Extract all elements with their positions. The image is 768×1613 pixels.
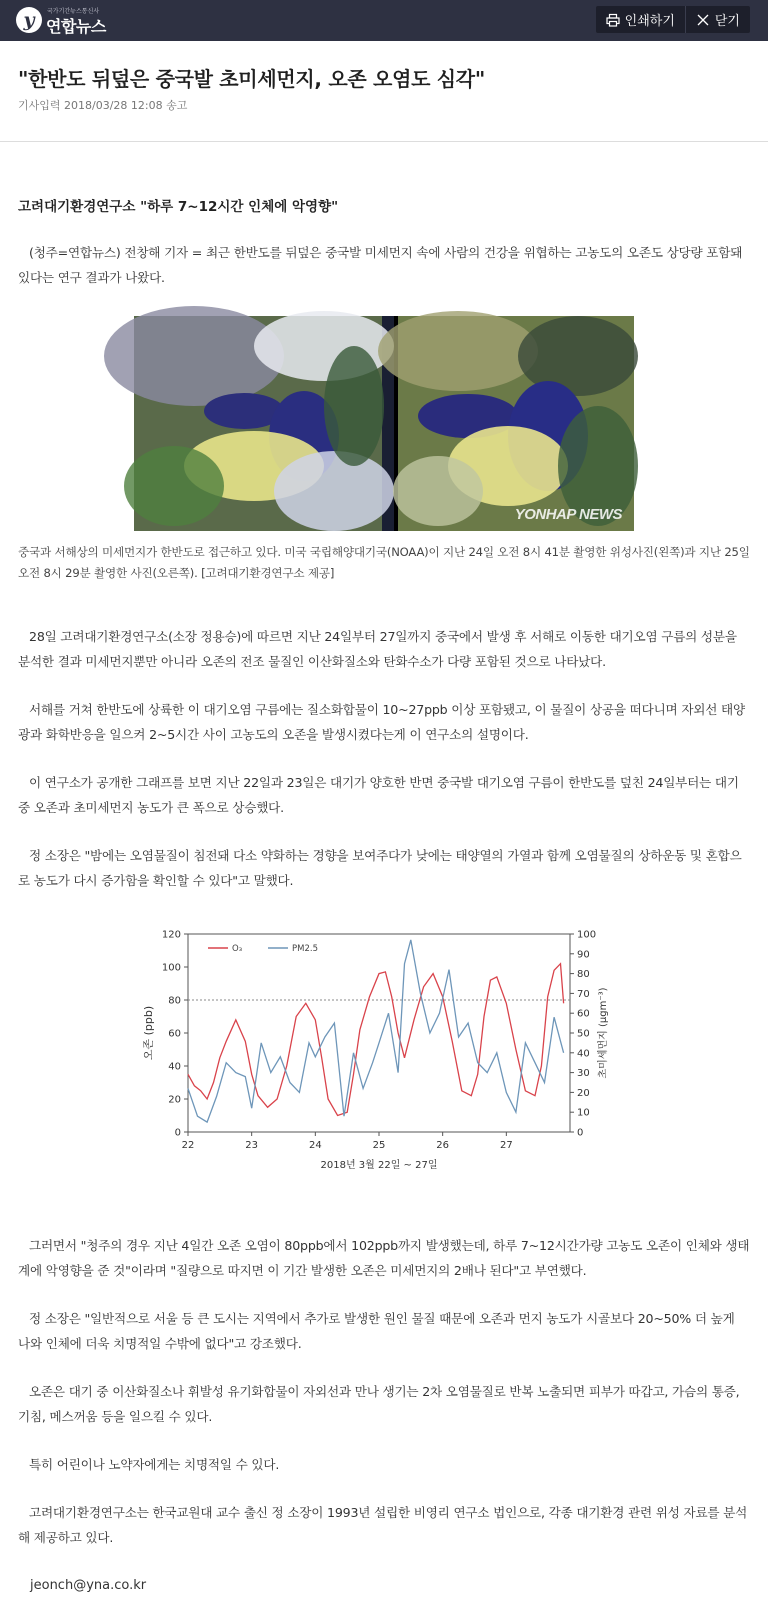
- x-axis-label: 2018년 3월 22일 ~ 27일: [320, 1160, 438, 1171]
- header-divider: [0, 141, 768, 142]
- y2-tick-label: 0: [577, 1127, 584, 1139]
- x-tick-label: 22: [181, 1140, 195, 1151]
- paragraph: 정 소장은 "일반적으로 서울 등 큰 도시는 지역에서 추가로 발생한 원인 물질 때문에 오존과 먼지 농도가 시골보다 20~50% 더 높게 나와 인체에 더욱 치명적일 수밖에 없다"고 강조했다.: [18, 1311, 735, 1351]
- x-tick-label: 27: [499, 1140, 513, 1151]
- print-label: 인쇄하기: [624, 14, 675, 29]
- logo-tagline: 국가기간뉴스통신사: [47, 8, 100, 15]
- y2-tick-label: 30: [577, 1068, 590, 1080]
- x-tick-label: 24: [308, 1140, 322, 1151]
- photo-watermark: YONHAP NEWS: [514, 506, 622, 523]
- y2-tick-label: 40: [577, 1048, 590, 1060]
- satellite-photo: [134, 316, 634, 531]
- yonhap-logo[interactable]: [16, 5, 126, 37]
- x-tick-label: 25: [372, 1140, 386, 1151]
- y2-axis-label: 초미세먼지 (μgm⁻³): [598, 987, 609, 1079]
- y-tick-label: 40: [168, 1061, 181, 1073]
- article-subhead: 고려대기환경연구소 "하루 7~12시간 인체에 악영향": [18, 199, 339, 215]
- legend-label: O₃: [232, 944, 243, 954]
- paragraph: 28일 고려대기환경연구소(소장 정용승)에 따르면 지난 24일부터 27일까지 중국에서 발생 후 서해로 이동한 대기오염 구름의 성분을 분석한 결과 미세먼지뿐만 아니라 오존의 전조 물질인 이산화질소와 탄화수소가 다량 포함된 것으로 나타났다.: [18, 629, 737, 669]
- y2-tick-label: 100: [577, 929, 597, 941]
- y2-tick-label: 60: [577, 1008, 590, 1020]
- close-label: 닫기: [714, 14, 740, 29]
- satellite-image-right: [398, 316, 634, 531]
- logo-name: 연합뉴스: [46, 17, 106, 36]
- article-meta: 기사입력 2018/03/28 12:08 송고: [18, 99, 188, 112]
- close-button[interactable]: [685, 6, 750, 33]
- x-tick-label: 23: [245, 1140, 259, 1151]
- ozone-pm25-chart: [144, 920, 634, 1180]
- series-line-pm25: [188, 940, 564, 1122]
- y-tick-label: 100: [161, 962, 181, 974]
- y-tick-label: 120: [161, 929, 181, 941]
- y2-tick-label: 90: [577, 949, 590, 961]
- toolbar: [596, 6, 750, 33]
- y-tick-label: 20: [168, 1094, 181, 1106]
- printer-icon: [606, 13, 620, 27]
- y2-tick-label: 50: [577, 1028, 590, 1040]
- close-icon: [696, 13, 710, 27]
- y2-tick-label: 70: [577, 988, 590, 1000]
- y2-tick-label: 80: [577, 969, 590, 981]
- paragraph: 정 소장은 "밤에는 오염물질이 침전돼 다소 약화하는 경향을 보여주다가 낮에는 태양열의 가열과 함께 오염물질의 상하운동 및 혼합으로 농도가 다시 증가함을 확인할 수 있다"고 말했다.: [18, 848, 742, 888]
- paragraph: (청주=연합뉴스) 전창해 기자 = 최근 한반도를 뒤덮은 중국발 미세먼지 속에 사람의 건강을 위협하는 고농도의 오존도 상당량 포함돼 있다는 연구 결과가 나왔다.: [18, 245, 743, 285]
- y2-tick-label: 20: [577, 1087, 590, 1099]
- paragraph: 서해를 거쳐 한반도에 상륙한 이 대기오염 구름에는 질소화합물이 10~27ppb 이상 포함됐고, 이 물질이 상공을 떠다니며 자외선 태양광과 화학반응을 일으켜 2~5시간 사이 고농도의 오존을 발생시켰다는게 이 연구소의 설명이다.: [18, 702, 745, 742]
- y-tick-label: 0: [174, 1127, 181, 1139]
- y-tick-label: 80: [168, 995, 181, 1007]
- paragraph: 특히 어린이나 노약자에게는 치명적일 수 있다.: [29, 1457, 280, 1472]
- legend-label: PM2.5: [292, 944, 318, 954]
- photo-caption: 중국과 서해상의 미세먼지가 한반도로 접근하고 있다. 미국 국립해양대기국(NOAA)이 지난 24일 오전 8시 41분 촬영한 위성사진(왼쪽)과 지난 25일 오전 8시 29분 촬영한 사진(오른쪽). [고려대기환경연구소 제공]: [18, 545, 750, 580]
- satellite-image-left: [134, 316, 382, 531]
- y-axis-label: 오존 (ppb): [142, 1005, 155, 1061]
- paragraph: 이 연구소가 공개한 그래프를 보면 지난 22일과 23일은 대기가 양호한 반면 중국발 대기오염 구름이 한반도를 덮친 24일부터는 대기 중 오존과 초미세먼지 농도가 큰 폭으로 상승했다.: [18, 775, 739, 815]
- y-tick-label: 60: [168, 1028, 181, 1040]
- x-tick-label: 26: [436, 1140, 450, 1151]
- paragraph: 그러면서 "청주의 경우 지난 4일간 오존 오염이 80ppb에서 102ppb까지 발생했는데, 하루 7~12시간가량 고농도 오존이 인체와 생태계에 악영향을 준 것"이라며 "질량으로 따지면 이 기간 발생한 오존은 미세먼지의 2배나 된다"고 부연했다.: [18, 1238, 750, 1278]
- reporter-email[interactable]: jeonch@yna.co.kr: [30, 1578, 147, 1593]
- article-title: "한반도 뒤덮은 중국발 초미세먼지, 오존 오염도 심각": [18, 67, 485, 91]
- paragraph: 고려대기환경연구소는 한국교원대 교수 출신 정 소장이 1993년 설립한 비영리 연구소 법인으로, 각종 대기환경 관련 위성 자료를 분석해 제공하고 있다.: [18, 1505, 748, 1545]
- top-bar: [0, 0, 768, 41]
- paragraph: 오존은 대기 중 이산화질소나 휘발성 유기화합물이 자외선과 만나 생기는 2차 오염물질로 반복 노출되면 피부가 따갑고, 가슴의 통증, 기침, 메스꺼움 등을 일으킬 수 있다.: [18, 1384, 740, 1424]
- y2-tick-label: 10: [577, 1107, 590, 1119]
- series-line-o3: [188, 964, 564, 1116]
- logo-mark-icon: y: [16, 7, 42, 33]
- print-button[interactable]: [596, 6, 685, 33]
